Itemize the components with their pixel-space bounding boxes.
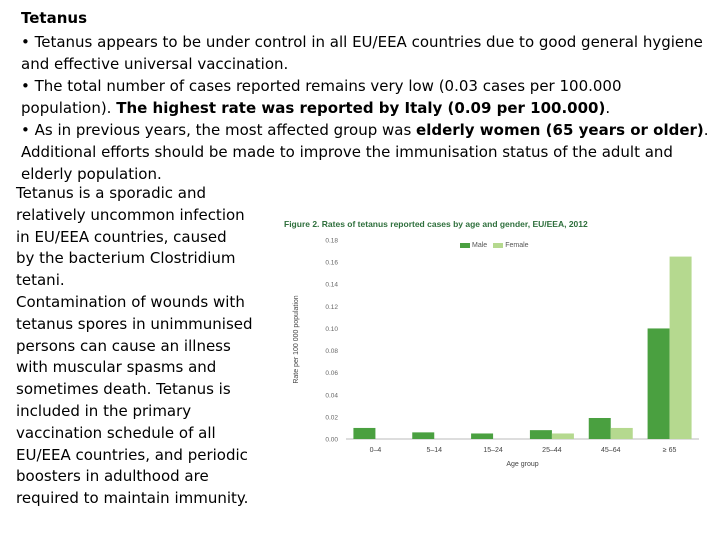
body-line: tetanus spores in unimmunised: [16, 314, 253, 333]
bullet-list: [21, 31, 711, 185]
bullet-cases: [21, 75, 711, 119]
y-tick-label: 0.16: [325, 259, 338, 267]
body-line: sometimes death. Tetanus is: [16, 380, 231, 399]
chart-title: Figure 2. Rates of tetanus reported cases by age and gender, EU/EEA, 2012: [284, 219, 588, 229]
body-line: persons can cause an illness: [16, 336, 231, 355]
y-tick-label: 0.02: [325, 414, 338, 422]
body-line: by the bacterium Clostridium: [16, 249, 236, 268]
bar-chart: [284, 230, 704, 475]
body-line: relatively uncommon infection: [16, 205, 245, 224]
bullet-hygiene: • Tetanus appears to be under control in all EU/EEA countries due to good general hygiene and effective universal vaccination.: [21, 33, 703, 73]
y-tick-label: 0.04: [325, 392, 338, 400]
y-tick-label: 0.08: [325, 348, 338, 356]
x-tick-label: 45–64: [601, 447, 621, 454]
body-line: Tetanus is a sporadic and: [16, 184, 207, 202]
y-tick-label: 0.14: [325, 281, 338, 289]
bar-male: [353, 428, 375, 439]
bar-male: [412, 432, 434, 439]
bar-male: [471, 433, 493, 439]
bullet-cases-highlight: The highest rate was reported by Italy (0.09 per 100.000): [116, 99, 606, 117]
bar-male: [648, 328, 670, 439]
body-line: tetani.: [16, 271, 65, 290]
body-paragraph: [16, 183, 296, 510]
y-tick-label: 0.06: [325, 370, 338, 378]
x-axis-title: Age group: [506, 461, 539, 468]
body-line: with muscular spasms and: [16, 358, 217, 377]
x-tick-label: 0–4: [369, 447, 382, 454]
y-tick-label: 0.00: [325, 436, 338, 444]
body-line: included in the primary: [16, 401, 192, 420]
x-tick-label: 5–14: [426, 447, 443, 454]
bar-male: [589, 418, 611, 439]
body-line: required to maintain immunity.: [16, 489, 249, 508]
body-line: vaccination schedule of all: [16, 423, 216, 442]
y-axis-title: Rate per 100 000 population: [293, 295, 300, 384]
bullet-affected-highlight: elderly women (65 years or older): [416, 121, 704, 139]
x-tick-label: 25–44: [542, 447, 562, 454]
y-tick-label: 0.18: [325, 237, 338, 245]
bullet-affected-text: • As in previous years, the most affected group was: [21, 121, 417, 139]
y-tick-label: 0.10: [325, 325, 338, 333]
legend-label-female: Female: [505, 242, 529, 249]
body-line: Contamination of wounds with: [16, 292, 245, 311]
bar-female: [670, 257, 692, 439]
legend-label-male: Male: [472, 242, 488, 249]
x-tick-label: ≥ 65: [662, 447, 677, 454]
bar-female: [552, 433, 574, 439]
bullet-affected: [21, 119, 711, 185]
bar-female: [611, 428, 633, 439]
bullet-affected-end: . Additional efforts should be made to improve the immunisation status of the adult and elderly population.: [21, 121, 709, 183]
slide-title: Tetanus: [21, 9, 87, 27]
bullet-cases-end: .: [605, 99, 611, 117]
x-tick-label: 15–24: [483, 447, 503, 454]
bullet-cases-text: • The total number of cases reported remains very low (0.03 cases per 100.000 population).: [21, 77, 622, 117]
y-tick-label: 0.12: [325, 303, 338, 311]
body-line: EU/EEA countries, and periodic: [16, 445, 248, 464]
bar-male: [530, 430, 552, 439]
body-line: boosters in adulthood are: [16, 467, 209, 486]
body-line: in EU/EEA countries, caused: [16, 227, 227, 246]
